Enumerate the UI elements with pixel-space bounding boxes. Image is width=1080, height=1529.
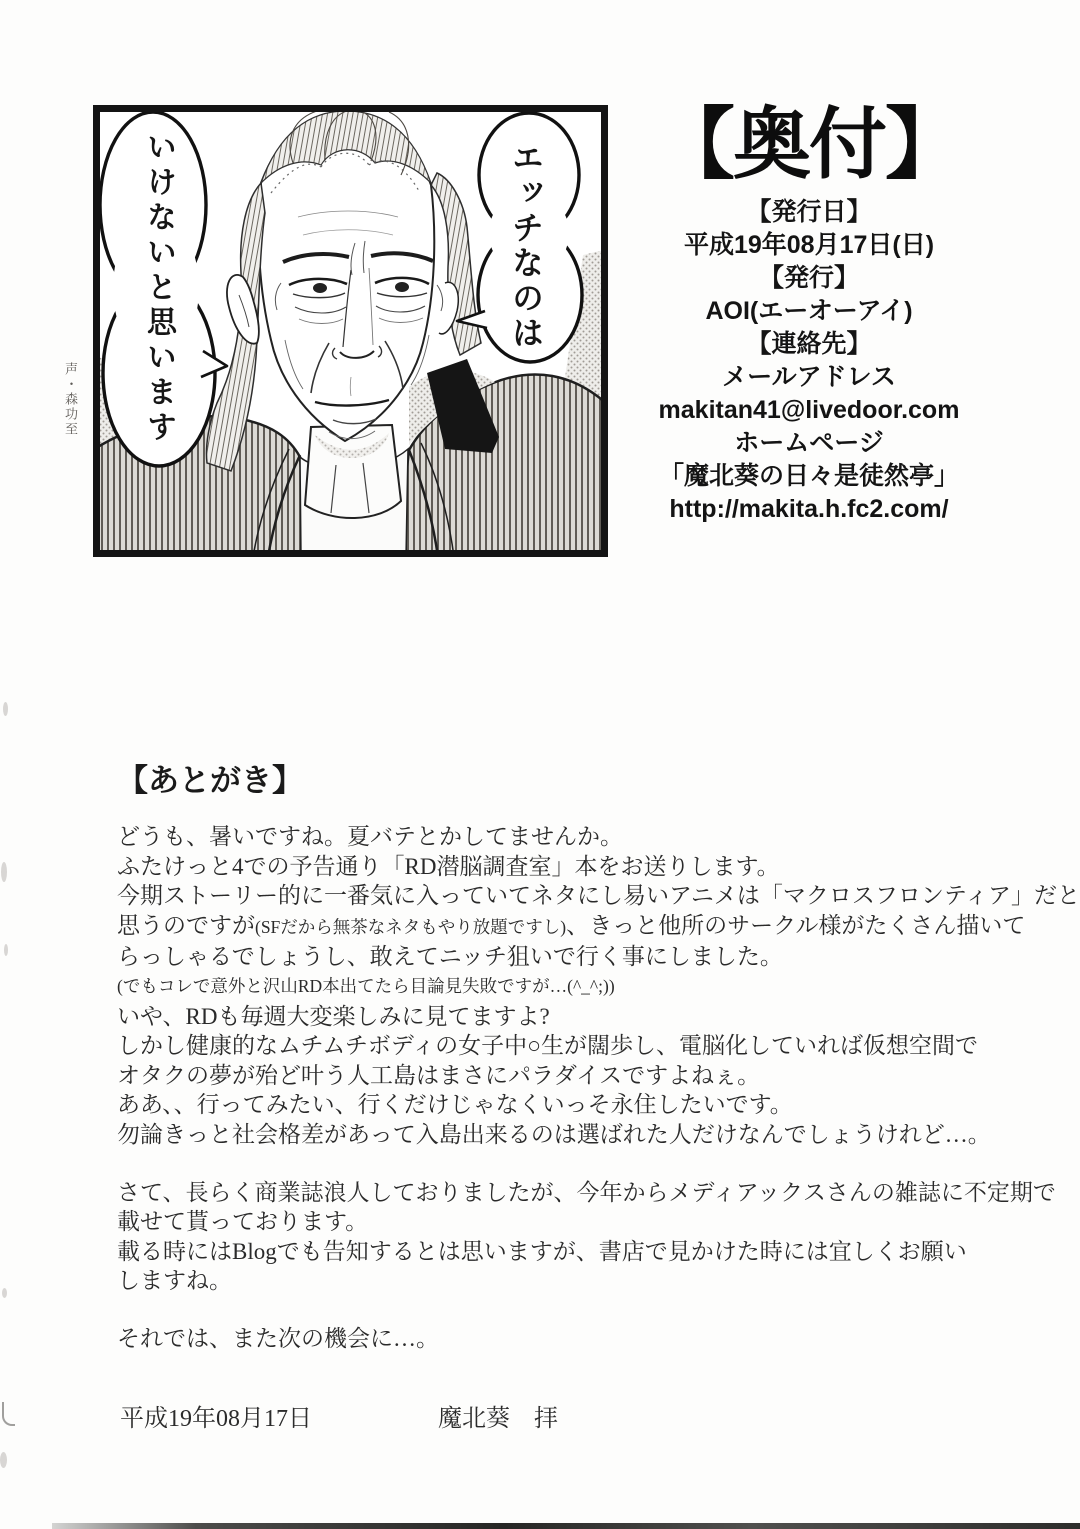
afterword-section	[117, 755, 1080, 1354]
colophon-lines	[628, 196, 990, 526]
afterword-small-line: (でもコレで意外と沢山RD本出てたら目論見失敗ですが…(^_^;))	[117, 975, 615, 996]
colophon-title: 【奥付】	[656, 100, 961, 188]
colophon-publisher: AOI(エーオーアイ)	[705, 297, 913, 326]
footer-signature: 魔北葵 拝	[438, 1406, 558, 1432]
afterword-line: 載る時にはBlogでも告知するとは思いますが、書店で見かけた時には宜しくお願い	[117, 1238, 967, 1264]
afterword-line-mixed	[117, 911, 1026, 943]
afterword-closing-line: それでは、また次の機会に…。	[117, 1325, 439, 1351]
afterword-mixed-small: (SFだから無茶なネタもやり放題ですし)	[255, 916, 567, 937]
afterword-line: 今期ストーリー的に一番気に入っていてネタにし易いアニメは「マクロスフロンティア」だと	[117, 883, 1080, 909]
voice-actor-side-note: 声・森功至	[63, 362, 78, 437]
afterword-line: 載せて貰っております。	[117, 1209, 369, 1235]
afterword-line: しかし健康的なムチムチボディの女子中○生が闊歩し、電脳化していれば仮想空間で	[117, 1033, 978, 1059]
afterword-line: いや、RDも毎週大変楽しみに見てますよ?	[117, 1003, 550, 1029]
footer-date: 平成19年08月17日	[120, 1406, 312, 1432]
colophon	[628, 102, 990, 526]
page-edge-mark	[2, 1402, 15, 1426]
afterword-line: さて、長らく商業誌浪人しておりましたが、今年からメディアックスさんの雑誌に不定期で	[117, 1179, 1056, 1205]
colophon-homepage-label: ホームページ	[734, 429, 884, 458]
paper-speck	[3, 702, 8, 716]
afterword-line: ふたけっと4での予告通り「RD潜脳調査室」本をお送りします。	[117, 853, 780, 879]
paper-speck	[2, 1288, 7, 1298]
afterword-heading: 【あとがき】	[117, 763, 303, 798]
afterword-line: ああ、、行ってみたい、行くだけじゃなくいっそ永住したいです。	[117, 1092, 793, 1118]
colophon-label-contact: 【連絡先】	[746, 330, 872, 359]
colophon-label-publisher: 【発行】	[758, 264, 859, 293]
afterword-line: らっしゃるでしょうし、敢えてニッチ狙いで行く事にしました。	[117, 944, 783, 970]
speech-bubble-right-text: エッチなのは	[508, 141, 544, 351]
scan-bottom-edge-shadow	[52, 1523, 1080, 1529]
afterword-mixed-pre: 思うのですが	[117, 912, 255, 938]
colophon-label-publish-date: 【発行日】	[746, 198, 872, 227]
paper-speck	[4, 944, 8, 956]
afterword-line: しますね。	[117, 1268, 232, 1294]
colophon-email-address: makitan41@livedoor.com	[658, 396, 960, 425]
manga-panel	[93, 105, 608, 557]
speech-bubble-left-text: いけないと思います	[142, 131, 175, 446]
afterword-mixed-post: 、きっと他所のサークル様がたくさん描いて	[566, 912, 1026, 938]
afterword-line: どうも、暑いですね。夏バテとかしてませんか。	[117, 824, 623, 849]
paper-speck	[1, 862, 7, 882]
afterword-line: 勿論きっと社会格差があって入島出来るのは選ばれた人だけなんでしょうけれど…。	[117, 1121, 991, 1147]
colophon-email-label: メールアドレス	[722, 363, 896, 392]
colophon-homepage-name: 「魔北葵の日々是徒然亭」	[658, 462, 959, 491]
afterword-line: オタクの夢が殆ど叶う人工島はまさにパラダイスですよねぇ。	[117, 1062, 761, 1088]
colophon-homepage-url: http://makita.h.fc2.com/	[669, 495, 949, 524]
colophon-publish-date: 平成19年08月17日(日)	[683, 231, 935, 260]
paper-speck	[0, 1452, 7, 1468]
